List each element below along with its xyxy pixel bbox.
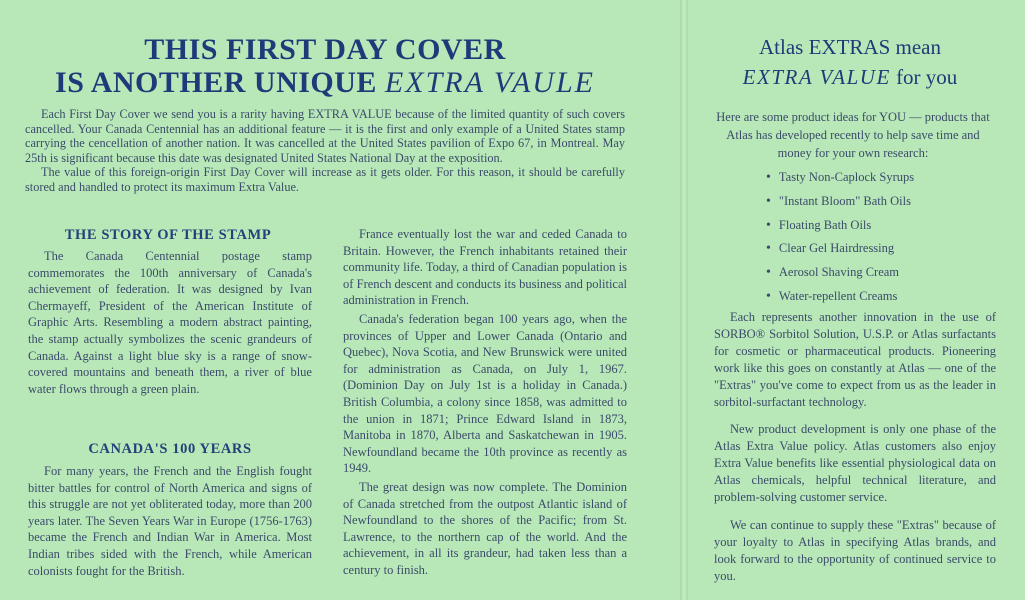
product-label: Tasty Non-Caplock Syrups <box>778 170 915 184</box>
bullet-dot-icon: • <box>766 288 771 304</box>
product-item <box>690 237 1010 261</box>
intro-paragraphs <box>25 107 625 195</box>
intro-paragraph-2: The value of this foreign-origin First Day Cover will increase as it gets older. For this reason, it should be carefully stored and handled to protect its maximum Extra Value. <box>25 165 625 194</box>
years-text <box>28 463 312 579</box>
development-paragraph: New product development is only one phase of the Atlas Extra Value policy. Atlas customers also enjoy Extra Value benefits like essential physiological data on Atlas chemicals, helpful technical literature, and problem-solving customer service. <box>714 422 996 505</box>
product-item <box>690 214 1010 238</box>
story-heading: THE STORY OF THE STAMP <box>64 227 272 243</box>
years-heading: CANADA'S 100 YEARS <box>88 441 252 457</box>
product-item <box>690 166 1010 190</box>
right-intro-paragraph: Here are some product ideas for YOU — products that Atlas has developed recently to help save time and money for your own research: <box>716 110 990 160</box>
story-paragraph: The Canada Centennial postage stamp commemorates the 100th anniversary of Canada's achievement of federation. It was designed by Ivan Chermayeff, President of the American Institute of Graphic Arts. Resembling a modern abstract painting, the stamp actually symbolizes the scenic grandeurs of Canada. Against a light blue sky is a range of snow-covered mountains and beneath them, a river of blue water flows through a green plain. <box>28 249 312 396</box>
headline-line-2-plain: IS ANOTHER UNIQUE <box>55 66 385 99</box>
product-item <box>690 285 1010 309</box>
product-list <box>690 166 1010 309</box>
story-text <box>28 248 312 397</box>
continue-paragraph: We can continue to supply these "Extras" because of your loyalty to Atlas in specifying Atlas brands, and look forward to the opportunity of continued service to you. <box>714 517 996 583</box>
bullet-dot-icon: • <box>766 193 771 209</box>
headline-line-2-italic: EXTRA VAULE <box>384 66 595 99</box>
right-title-italic: EXTRA VALUE <box>742 65 891 89</box>
bullet-dot-icon: • <box>766 170 771 185</box>
right-body <box>714 309 996 585</box>
headline <box>0 33 650 99</box>
headline-line-1: THIS FIRST DAY COVER <box>144 33 506 66</box>
product-label: Aerosol Shaving Cream <box>778 265 900 280</box>
col2-paragraph-1: France eventually lost the war and ceded Canada to Britain. However, the French inhabitants retained their community life. Today, a third of Canadian population is of French descent and conducts its business and political administration in French. <box>343 227 627 308</box>
product-item <box>690 190 1010 214</box>
headline-line-2 <box>0 66 650 99</box>
bullet-dot-icon: • <box>766 217 771 233</box>
product-label: Water-repellent Creams <box>778 288 898 303</box>
bullet-dot-icon: • <box>766 265 771 281</box>
right-title <box>690 34 1010 94</box>
col2-paragraph-2: Canada's federation began 100 years ago, when the provinces of Upper and Lower Canada (Ontario and Quebec), Nova Scotia, and New Brunswick were united for administration as Canada, on July 1, 1967. (Dominion Day on July 1st is a holiday in Canada.) British Columbia, a colony since 1858, was admitted to the union in 1871; Prince Edward Island in 1873, Manitoba in 1870, Alberta and Saskatchewan in 1905. Newfoundland became the 10th province as recently as 1949. <box>343 311 627 476</box>
paper-fold <box>680 0 688 600</box>
right-title-plain: for you <box>890 65 958 89</box>
right-intro <box>712 108 994 162</box>
intro-paragraph-1: Each First Day Cover we send you is a rarity having EXTRA VALUE because of the limited quantity of such covers cancelled. Your Canada Centennial has an additional feature — it is the first and only example of a United States stamp carrying the cencellation of another nation. It was cancelled at the United States pavilion of Expo 67, in Montreal. May 25th is significant because this date was designated United States National Day at the exposition. <box>25 107 625 165</box>
product-item <box>690 261 1010 285</box>
column-two <box>343 226 627 578</box>
product-label: Clear Gel Hairdressing <box>778 241 895 256</box>
years-paragraph: For many years, the French and the English fought bitter battles for control of North America and signs of this struggle are not yet obliterated today, more than 200 years later. The Seven Years War in Europe (1756-1763) became the French and Indian War in America. Most Indian tribes sided with the French, while American colonists fought for the British. <box>28 464 312 578</box>
right-title-line-1: Atlas EXTRAS mean <box>759 35 941 59</box>
col2-paragraph-3: The great design was now complete. The Dominion of Canada stretched from the outpost Atlantic island of Newfoundland to the shores of the Pacific; from St. Lawrence, to the northern cap of the world. And the achievement, in all its grandeur, had taken less than a century to finish. <box>343 479 627 577</box>
bullet-dot-icon: • <box>766 241 771 257</box>
product-label: Floating Bath Oils <box>778 217 872 232</box>
right-title-line-2 <box>690 61 1010 94</box>
product-label: "Instant Bloom" Bath Oils <box>778 193 911 208</box>
innovation-paragraph: Each represents another innovation in the use of SORBO® Sorbitol Solution, U.S.P. or Atlas surfactants for cosmetic or pharmaceutical products. Pioneering work like this goes on constantly at Atlas — one of the "Extras" you've come to expect from us as the leader in sorbitol-surfactant technology. <box>714 310 996 409</box>
